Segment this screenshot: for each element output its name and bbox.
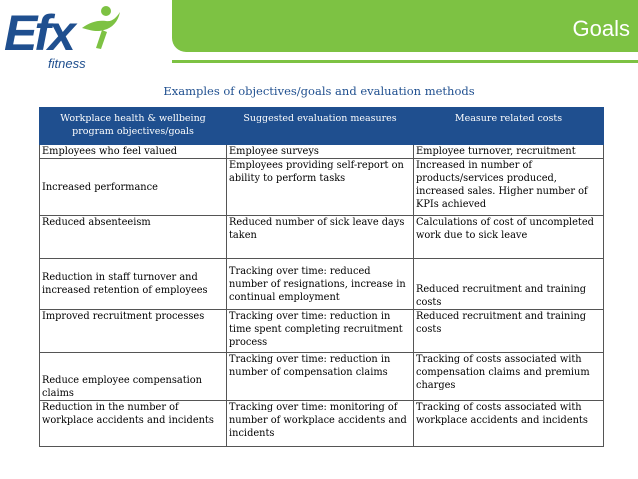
- goals-table: [39, 107, 604, 447]
- table-cell: Employees who feel valued: [40, 145, 227, 159]
- table-cell: Tracking of costs associated with workplace accidents and incidents: [414, 401, 604, 447]
- table-cell: Employees providing self-report on ability to perform tasks: [227, 159, 414, 216]
- header-divider: [172, 60, 638, 63]
- table-cell: Increased performance: [40, 159, 227, 216]
- table-cell: Reduced absenteeism: [40, 216, 227, 259]
- table-row: [40, 159, 604, 216]
- table-cell: Tracking over time: reduced number of resignations, increase in continual employment: [227, 259, 414, 310]
- logo-wordmark: Efx: [4, 5, 73, 61]
- table-cell: Tracking over time: reduction in number of compensation claims: [227, 353, 414, 401]
- table-cell: Increased in number of products/services produced, increased sales. Higher number of KPIs achieved: [414, 159, 604, 216]
- table-cell: Reduction in the number of workplace accidents and incidents: [40, 401, 227, 447]
- table-cell: Reduced recruitment and training costs: [414, 259, 604, 310]
- table-row: [40, 216, 604, 259]
- page-title: Goals: [572, 16, 630, 41]
- table-row: [40, 353, 604, 401]
- table-cell: Reduced recruitment and training costs: [414, 310, 604, 353]
- table-cell: Reduction in staff turnover and increased retention of employees: [40, 259, 227, 310]
- table-cell: Reduced number of sick leave days taken: [227, 216, 414, 259]
- table-header-row: [40, 108, 604, 145]
- table-caption: Examples of objectives/goals and evaluation methods: [163, 84, 475, 98]
- logo-subtitle: fitness: [48, 56, 86, 71]
- table-row: [40, 401, 604, 447]
- table-cell: Calculations of cost of uncompleted work due to sick leave: [414, 216, 604, 259]
- column-header-objectives: Workplace health & wellbeing program objectives/goals: [40, 108, 227, 145]
- table-cell: Improved recruitment processes: [40, 310, 227, 353]
- header-bar: [172, 0, 638, 52]
- running-figure-icon: [76, 4, 122, 54]
- table-row: [40, 259, 604, 310]
- table-cell: Tracking over time: reduction in time spent completing recruitment process: [227, 310, 414, 353]
- table-cell: Employee surveys: [227, 145, 414, 159]
- table-row: [40, 310, 604, 353]
- column-header-measures: Suggested evaluation measures: [227, 108, 414, 145]
- table-cell: Employee turnover, recruitment: [414, 145, 604, 159]
- table-cell: Tracking of costs associated with compensation claims and premium charges: [414, 353, 604, 401]
- table-row: [40, 145, 604, 159]
- table-cell: Tracking over time: monitoring of number of workplace accidents and incidents: [227, 401, 414, 447]
- efx-fitness-logo: [4, 4, 124, 74]
- table-cell: Reduce employee compensation claims: [40, 353, 227, 401]
- column-header-costs: Measure related costs: [414, 108, 604, 145]
